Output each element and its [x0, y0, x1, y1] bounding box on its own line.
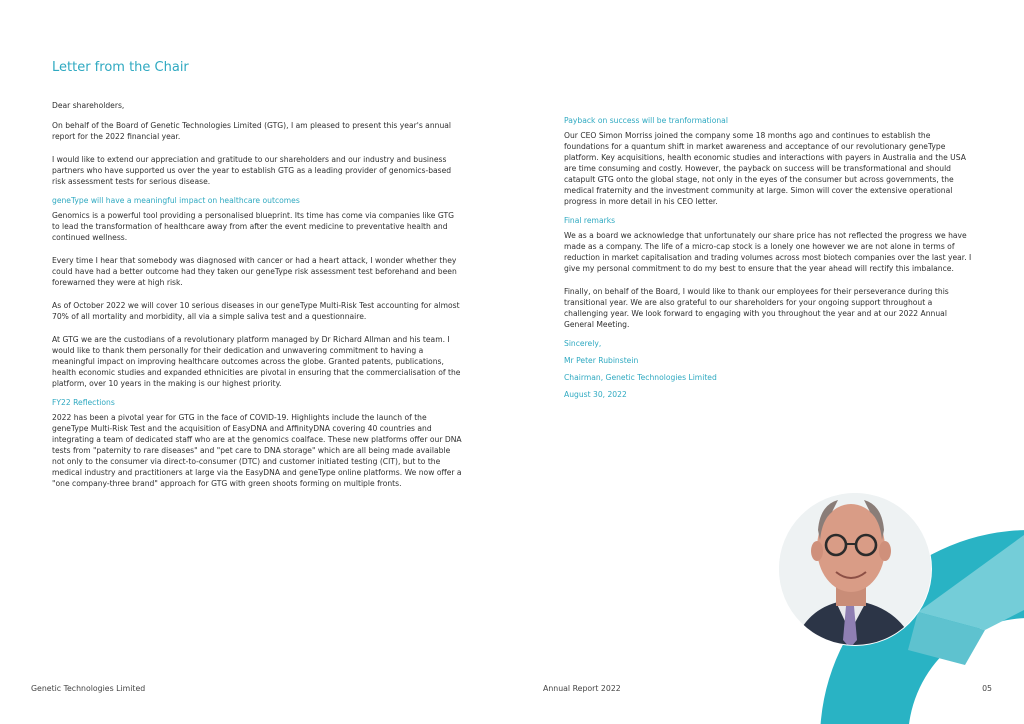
paragraph-october: As of October 2022 we will cover 10 serious diseases in our geneType Multi-Risk Test accounting for almost 70% of all mortality and morbidity, all via a simple saliva test and a questionnaire. [52, 301, 460, 321]
paragraph-diagnosis: Every time I hear that somebody was diagnosed with cancer or had a heart attack, I wonder whether they could have had a better outcome had they taken our geneType risk assessment test beforehand and been forewarned they were at high risk. [52, 256, 457, 287]
page-number: 05 [982, 684, 992, 693]
footer-report-title: Annual Report 2022 [543, 684, 621, 693]
closing: Sincerely, [564, 339, 602, 348]
section-heading-payback: Payback on success will be tranformational [564, 116, 728, 125]
letter-date: August 30, 2022 [564, 390, 627, 399]
paragraph-fy22: 2022 has been a pivotal year for GTG in the face of COVID-19. Highlights include the launch of the geneType Multi-Risk Test and the acquisition of EasyDNA and AffinityDNA covering 40 countries and integrating a team of dedicated staff who are at the genomics coalface. These new platforms offer our DNA tests from "paternity to rare diseases" and "pet care to DNA storage" which are all being made available not only to the consumer via direct-to-consumer (DTC) and customer initiated testing (CIT), but to the medical industry and practitioners at large via the EasyDNA and geneType online platforms. We now offer a "one company-three brand" approach for GTG with green shoots forming on multiple fronts. [52, 413, 462, 488]
page-title: Letter from the Chair [52, 60, 189, 75]
letter-right-column [564, 115, 974, 406]
section-heading-genetype: geneType will have a meaningful impact on healthcare outcomes [52, 196, 300, 205]
paragraph-share-price: We as a board we acknowledge that unfortunately our share price has not reflected the progress we have made as a company. The life of a micro-cap stock is a lonely one however we are not alone in terms of reduction in market capitalisation and trading volumes across most biotech companies over the last year. I give my personal commitment to do my best to ensure that the year ahead will rectify this imbalance. [564, 231, 972, 273]
signatory-role: Chairman, Genetic Technologies Limited [564, 373, 717, 382]
salutation: Dear shareholders, [52, 101, 125, 110]
signatory-name: Mr Peter Rubinstein [564, 356, 639, 365]
section-heading-fy22: FY22 Reflections [52, 398, 115, 407]
letter-left-column [52, 100, 464, 501]
paragraph-intro: On behalf of the Board of Genetic Technologies Limited (GTG), I am pleased to present this year's annual report for the 2022 financial year. [52, 121, 452, 141]
footer-company: Genetic Technologies Limited [31, 684, 146, 693]
paragraph-appreciation: I would like to extend our appreciation and gratitude to our shareholders and our industry and business partners who have supported us over the year to establish GTG as a leading provider of genomics-based risk assessment tests for serious disease. [52, 155, 452, 186]
paragraph-genomics: Genomics is a powerful tool providing a personalised blueprint. Its time has come via companies like GTG to lead the transformation of healthcare away from after the event medicine to preventative health and continued wellness. [52, 211, 455, 242]
paragraph-ceo: Our CEO Simon Morriss joined the company some 18 months ago and continues to establish the foundations for a quantum shift in market awareness and acceptance of our revolutionary geneType platform. Key acquisitions, health economic studies and interactions with payers in Australia and the USA are time consuming and costly. However, the payback on success will be transformational and should catapult GTG onto the global stage, not only in the eyes of the consumer but across governments, the medical fraternity and the investment community at large. Simon will cover the extensive operational progress in more detail in his CEO letter. [564, 131, 966, 206]
paragraph-thanks: Finally, on behalf of the Board, I would like to thank our employees for their perseverance during this transitional year. We are also grateful to our shareholders for your ongoing support throughout a challenging year. We look forward to engaging with you throughout the year and at our 2022 Annual General Meeting. [564, 287, 949, 329]
paragraph-custodians: At GTG we are the custodians of a revolutionary platform managed by Dr Richard Allman and his team. I would like to thank them personally for their dedication and unwavering commitment to having a meaningful impact on improving healthcare outcomes across the globe. Granted patents, publications, health economic studies and expanded ethnicities are pivotal in ensuring that the commercialisation of the platform, over 10 years in the making is our highest priority. [52, 335, 461, 388]
section-heading-final-remarks: Final remarks [564, 216, 616, 225]
